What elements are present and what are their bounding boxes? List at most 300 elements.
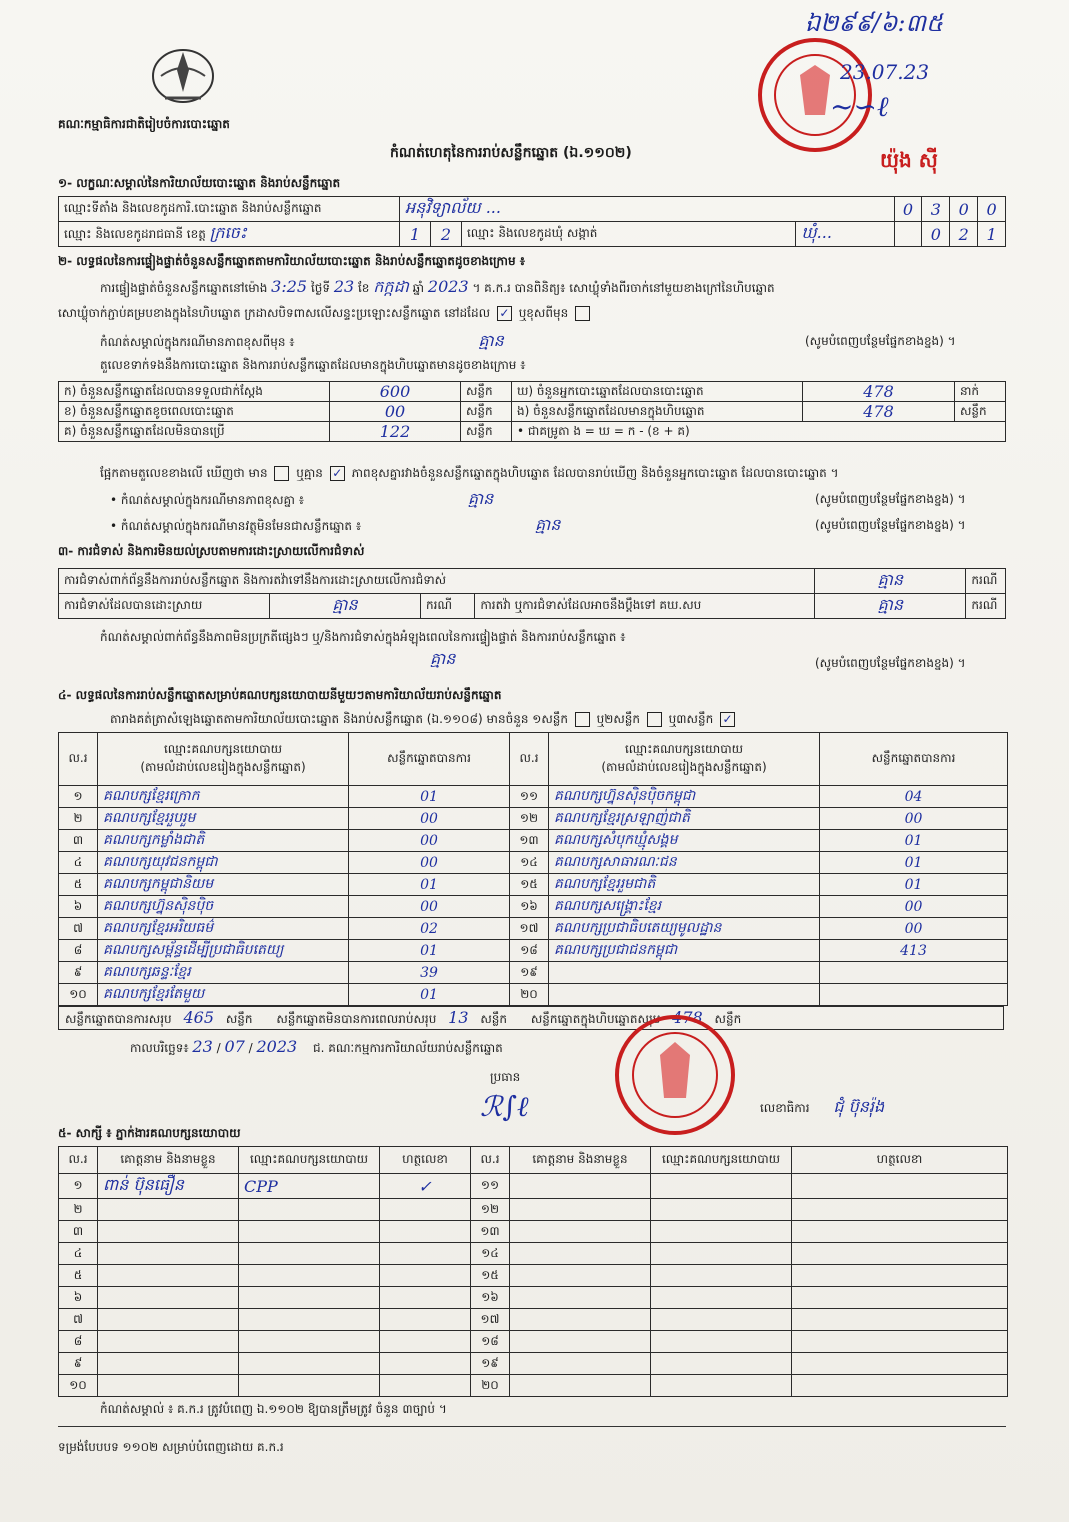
result-no: ១៩ bbox=[510, 962, 549, 984]
objection-note-label: កំណត់សម្គាល់ពាក់ព័ន្ធនឹងភាពមិនប្រក្រតីផ្សេងៗ ឬ/និងការជំទាស់ក្នុងអំឡុងពេលនៃការផ្ទៀងផ្ទាត់ និងការរាប់សន្លឹកឆ្នោត ៖ bbox=[100, 630, 626, 644]
compare-rest: ភាពខុសគ្នារវាងចំនួនសន្លឹកឆ្នោតក្នុងហិបឆ្នោត ដែលបានរាប់ឃើញ និងចំនួនអ្នកបោះឆ្នោត ដែលបានបោះឆ្នោត ។ bbox=[351, 466, 839, 480]
fig-value-a: 600 bbox=[330, 382, 461, 402]
fig-label-a: ក) ចំនួនសន្លឹកឆ្នោតដែលបានទទួលជាក់ស្តែង bbox=[59, 382, 330, 402]
witness-sign bbox=[380, 1353, 471, 1375]
commune-digit-1: 0 bbox=[922, 222, 950, 247]
tally-2-checkbox[interactable] bbox=[647, 712, 662, 727]
results-col-party-right bbox=[549, 733, 820, 786]
result-no: ៤ bbox=[59, 852, 98, 874]
total-valid-label: សន្លឹកឆ្នោតបានការសរុប bbox=[65, 1012, 172, 1026]
result-no: ២ bbox=[59, 808, 98, 830]
diff-note-hint: (សូមបំពេញបន្ថែមផ្នែកខាងខ្នង) ។ bbox=[805, 334, 956, 348]
compare-or: ឬគ្មាន bbox=[296, 466, 323, 480]
fig-label-b: ខ) ចំនួនសន្លឹកឆ្នោតខូចពេលបោះឆ្នោត bbox=[59, 402, 330, 422]
form-reference: ទម្រង់បែបបទ ១១០២ សម្រាប់បំពេញដោយ គ.ក.រ bbox=[58, 1440, 284, 1454]
result-party-name: គណបក្សសាធារណៈជន bbox=[549, 852, 820, 874]
tally-2-label: ឬ២សន្លឹក bbox=[596, 712, 641, 726]
witness-sign bbox=[380, 1199, 471, 1221]
table-row bbox=[59, 1353, 1008, 1375]
witness-name bbox=[510, 1287, 651, 1309]
stamp-date: 23.07.23 bbox=[840, 60, 930, 84]
result-no: ១៦ bbox=[510, 896, 549, 918]
or-diff-label: ឬខុសពីមុន bbox=[518, 306, 569, 320]
witness-no: ៣ bbox=[59, 1221, 98, 1243]
total-box-unit: សន្លឹក bbox=[714, 1012, 742, 1026]
bullet1-value: គ្មាន bbox=[467, 489, 494, 508]
fig-value-e: 478 bbox=[803, 402, 955, 422]
table-row bbox=[59, 896, 1008, 918]
witness-name bbox=[510, 1331, 651, 1353]
witness-sign bbox=[792, 1287, 1008, 1309]
result-party-name: គណបក្សសំបុកឃ្មុំសង្គម bbox=[549, 830, 820, 852]
witness-no: ១២ bbox=[471, 1199, 510, 1221]
witness-no: ១៧ bbox=[471, 1309, 510, 1331]
fig-label-d: ឃ) ចំនួនអ្នកបោះឆ្នោតដែលបានបោះឆ្នោត bbox=[512, 382, 803, 402]
location-label: ឈ្មោះទីតាំង និងលេខកូដការិ.បោះឆ្នោត និងរាប់សន្លឹកឆ្នោត bbox=[59, 197, 400, 222]
witness-name: ពាន់ ប៊ុនធឿន bbox=[98, 1174, 239, 1199]
objection-label-3: ការតវ៉ា ឬការជំទាស់ដែលអាចនឹងប្តឹងទៅ គឃ.សប bbox=[475, 594, 815, 619]
witness-name bbox=[510, 1375, 651, 1397]
result-party-name: គណបក្សខ្មែរស្រឡាញ់ជាតិ bbox=[549, 808, 820, 830]
result-votes: 00 bbox=[820, 808, 1008, 830]
result-no: ១ bbox=[59, 786, 98, 808]
fig-value-b: 00 bbox=[330, 402, 461, 422]
witness-name bbox=[510, 1221, 651, 1243]
result-party-name: គណបក្សហ្វ៊ុនស៊ិនប៉ិចកម្ពុជា bbox=[549, 786, 820, 808]
witness-sign bbox=[792, 1174, 1008, 1199]
witness-no: ៥ bbox=[59, 1265, 98, 1287]
witness-no: ១៣ bbox=[471, 1221, 510, 1243]
results-col-party-left-sub: (តាមលំដាប់លេខរៀងក្នុងសន្លឹកឆ្នោត) bbox=[140, 760, 306, 774]
diff-checkbox[interactable] bbox=[575, 306, 590, 321]
result-votes: 01 bbox=[349, 874, 510, 896]
figures-table bbox=[58, 381, 1006, 442]
year-label: ឆ្នាំ bbox=[412, 281, 425, 295]
section2-heading: ២- លទ្ធផលនៃការផ្ទៀងផ្ទាត់ចំនួនសន្លឹកឆ្នោតតាមការិយាល័យបោះឆ្នោត និងរាប់សន្លឹកឆ្នោតដូចខាងក្រោម ៖ bbox=[58, 254, 526, 268]
has-diff-checkbox[interactable] bbox=[274, 466, 289, 481]
witness-sign bbox=[380, 1309, 471, 1331]
result-party-name: គណបក្សខ្មែរក្រោក bbox=[98, 786, 349, 808]
objection-value-3: គ្មាន bbox=[815, 594, 966, 619]
witness-name bbox=[98, 1265, 239, 1287]
witness-name bbox=[98, 1199, 239, 1221]
commune-value: ឃុំ... bbox=[796, 222, 894, 247]
fig-unit-a: សន្លឹក bbox=[461, 382, 512, 402]
result-votes: 04 bbox=[820, 786, 1008, 808]
witness-no: ១៩ bbox=[471, 1353, 510, 1375]
result-no: ១៧ bbox=[510, 918, 549, 940]
table-row bbox=[59, 984, 1008, 1006]
witness-col-sign-right: ហត្ថលេខា bbox=[792, 1147, 1008, 1174]
signature-top: ~∽ℓ bbox=[830, 90, 889, 123]
bullet1-label: • កំណត់សម្គាល់ក្នុងករណីមានភាពខុសគ្នា ៖ bbox=[110, 493, 305, 507]
witness-no: ៦ bbox=[59, 1287, 98, 1309]
witness-party bbox=[651, 1309, 792, 1331]
result-party-name: គណបក្សសង្គ្រោះខ្មែរ bbox=[549, 896, 820, 918]
diff-note-line bbox=[100, 331, 504, 350]
code-digit-4: 0 bbox=[978, 197, 1006, 222]
fig-unit-d: នាក់ bbox=[955, 382, 1006, 402]
same-checkbox[interactable]: ✓ bbox=[497, 306, 512, 321]
witness-name bbox=[98, 1221, 239, 1243]
tally-line bbox=[110, 712, 738, 727]
witness-party bbox=[239, 1353, 380, 1375]
verify-line-2 bbox=[58, 306, 593, 321]
bullet2-line bbox=[110, 515, 561, 534]
result-party-name: គណបក្សខ្មែររួបរួម bbox=[98, 808, 349, 830]
objection-case-3: ករណី bbox=[966, 594, 1006, 619]
bullet2-label: • កំណត់សម្គាល់ក្នុងករណីមានវត្ថុមិនមែនជាសន្លឹកឆ្នោត ៖ bbox=[110, 519, 362, 533]
witness-sign bbox=[380, 1287, 471, 1309]
tally-3-label: ឬ៣សន្លឹក bbox=[668, 712, 714, 726]
total-invalid-label: សន្លឹកឆ្នោតមិនបានការពេលរាប់សរុប bbox=[276, 1012, 437, 1026]
result-party-name: គណបក្សហ្វ៊ុនស៊ិនប៉ិច bbox=[98, 896, 349, 918]
table-row bbox=[59, 1287, 1008, 1309]
witness-party bbox=[651, 1287, 792, 1309]
code-digit-1: 0 bbox=[894, 197, 922, 222]
objections-table bbox=[58, 568, 1006, 619]
verify-line-1 bbox=[100, 277, 775, 296]
table-row bbox=[59, 1265, 1008, 1287]
witness-party bbox=[651, 1265, 792, 1287]
fig-unit-b: សន្លឹក bbox=[461, 402, 512, 422]
chair-signature: ℛ∫ℓ bbox=[480, 1090, 529, 1123]
province-value: ក្រចេះ bbox=[209, 223, 247, 242]
results-col-no-right: ល.រ bbox=[510, 733, 549, 786]
witness-name bbox=[510, 1243, 651, 1265]
result-no: ៥ bbox=[59, 874, 98, 896]
witness-name bbox=[98, 1309, 239, 1331]
results-col-no-left: ល.រ bbox=[59, 733, 98, 786]
table-row bbox=[59, 874, 1008, 896]
year-value: 2023 bbox=[427, 277, 469, 296]
result-party-name: គណបក្សខ្មែររួមជាតិ bbox=[549, 874, 820, 896]
witness-party bbox=[239, 1287, 380, 1309]
date-line: កាលបរិច្ឆេទ៖ 23 / 07 / 2023 ជ. គណៈកម្មការការិយាល័យរាប់សន្លឹកឆ្នោត bbox=[130, 1037, 503, 1056]
results-col-party-right-sub: (តាមលំដាប់លេខរៀងក្នុងសន្លឹកឆ្នោត) bbox=[601, 760, 767, 774]
table-row bbox=[59, 786, 1008, 808]
total-box-value: 478 bbox=[672, 1008, 703, 1027]
result-votes: 02 bbox=[349, 918, 510, 940]
witness-sign bbox=[792, 1375, 1008, 1397]
witness-col-name-right: គោត្តនាម និងនាមខ្លួន bbox=[510, 1147, 651, 1174]
committee-stamp-icon bbox=[600, 1010, 750, 1140]
witness-sign bbox=[380, 1243, 471, 1265]
result-no: ១៣ bbox=[510, 830, 549, 852]
footer-note: កំណត់សម្គាល់ ៖ គ.ក.រ ត្រូវបំពេញ ឯ.១១០២ ឱ្យបានត្រឹមត្រូវ ចំនួន ៣ច្បាប់ ។ bbox=[100, 1402, 447, 1416]
result-votes: 00 bbox=[349, 896, 510, 918]
table-row bbox=[59, 940, 1008, 962]
objection-label-2: ការជំទាស់ដែលបានដោះស្រាយ bbox=[59, 594, 270, 619]
province-digit-2: 2 bbox=[431, 222, 462, 247]
day-label: ថ្ងៃទី bbox=[310, 281, 330, 295]
total-valid-value: 465 bbox=[183, 1008, 215, 1027]
section1-heading: ១- លក្ខណៈសម្គាល់នៃការិយាល័យបោះឆ្នោត និងរាប់សន្លឹកឆ្នោត bbox=[58, 176, 341, 190]
result-party-name: គណបក្សសម្ព័ន្ធដើម្បីប្រជាធិបតេយ្យ bbox=[98, 940, 349, 962]
tally-1-checkbox[interactable] bbox=[575, 712, 590, 727]
result-votes: 01 bbox=[349, 940, 510, 962]
section3-heading: ៣- ការជំទាស់ និងការមិនយល់ស្របតាមការដោះស្រាយលើការជំទាស់ bbox=[58, 544, 365, 558]
witness-party: CPP bbox=[239, 1174, 380, 1199]
witness-sign bbox=[792, 1265, 1008, 1287]
witness-name bbox=[98, 1375, 239, 1397]
witness-party bbox=[651, 1199, 792, 1221]
result-party-name bbox=[549, 984, 820, 1006]
time-value: 3:25 bbox=[271, 277, 308, 296]
commune-digit-3: 1 bbox=[978, 222, 1006, 247]
code-digit-3: 0 bbox=[950, 197, 978, 222]
witness-party bbox=[239, 1243, 380, 1265]
result-votes: 413 bbox=[820, 940, 1008, 962]
province-label-cell bbox=[59, 222, 400, 247]
witness-no: ១១ bbox=[471, 1174, 510, 1199]
fig-unit-c: សន្លឹក bbox=[461, 422, 512, 442]
result-party-name: គណបក្សកម្លាំងជាតិ bbox=[98, 830, 349, 852]
witness-sign bbox=[792, 1199, 1008, 1221]
witness-party bbox=[651, 1375, 792, 1397]
diff-note-label: កំណត់សម្គាល់ក្នុងករណីមានភាពខុសពីមុន ៖ bbox=[100, 335, 295, 349]
witness-no: ១៤ bbox=[471, 1243, 510, 1265]
fig-unit-e: សន្លឹក bbox=[955, 402, 1006, 422]
result-no: ៩ bbox=[59, 962, 98, 984]
page-title: កំណត់ហេតុនៃការរាប់សន្លឹកឆ្នោត (ឯ.១១០២) bbox=[390, 145, 632, 161]
result-party-name: គណបក្សខ្មែរតែមួយ bbox=[98, 984, 349, 1006]
no-diff-checkbox[interactable]: ✓ bbox=[330, 466, 345, 481]
stamp-name: យ៉ុង ស៊ី bbox=[880, 148, 938, 172]
month-value: កក្កដា bbox=[373, 277, 409, 296]
bullet2-value: គ្មាន bbox=[534, 515, 561, 534]
totals-line bbox=[58, 1006, 1004, 1030]
objection-value-2: គ្មាន bbox=[270, 594, 421, 619]
witness-party bbox=[239, 1331, 380, 1353]
witness-sign: ✓ bbox=[380, 1174, 471, 1199]
result-votes bbox=[820, 962, 1008, 984]
witness-no: ១៥ bbox=[471, 1265, 510, 1287]
result-no: ៧ bbox=[59, 918, 98, 940]
fig-formula: • ជាគម្រូតា ង = ឃ = ក - (ខ + គ) bbox=[512, 422, 1006, 442]
witness-party bbox=[239, 1265, 380, 1287]
witness-col-name-left: គោត្តនាម និងនាមខ្លួន bbox=[98, 1147, 239, 1174]
commune-digit-empty bbox=[894, 222, 922, 247]
result-no: ១១ bbox=[510, 786, 549, 808]
result-no: ១៥ bbox=[510, 874, 549, 896]
witness-name bbox=[510, 1174, 651, 1199]
date-label: កាលបរិច្ឆេទ៖ bbox=[130, 1041, 189, 1055]
objection-label-1: ការជំទាស់ពាក់ព័ន្ធនឹងការរាប់សន្លឹកឆ្នោត និងការតវ៉ាទៅនឹងការដោះស្រាយលើការជំទាស់ bbox=[59, 569, 815, 594]
witness-no: ១ bbox=[59, 1174, 98, 1199]
result-party-name: គណបក្សខ្មែរអរិយធម៌ bbox=[98, 918, 349, 940]
results-col-votes-left: សន្លឹកឆ្នោតបានការ bbox=[349, 733, 510, 786]
org-name: គណៈកម្មាធិការជាតិរៀបចំការបោះឆ្នោត bbox=[58, 117, 230, 131]
secretary-name: ជុំ ប៊ុនរ៉ុង bbox=[833, 1097, 885, 1116]
fig-value-d: 478 bbox=[803, 382, 955, 402]
total-box-label: សន្លឹកឆ្នោតក្នុងហិបឆ្នោតសរុប bbox=[530, 1012, 661, 1026]
result-no: ៣ bbox=[59, 830, 98, 852]
secretary-label: លេខាធិការ bbox=[760, 1101, 810, 1115]
witness-col-party-left: ឈ្មោះគណបក្សនយោបាយ bbox=[239, 1147, 380, 1174]
table-row bbox=[59, 1221, 1008, 1243]
compare-line bbox=[100, 466, 839, 481]
witness-no: ៤ bbox=[59, 1243, 98, 1265]
objection-case-2: ករណី bbox=[421, 594, 475, 619]
witness-col-party-right: ឈ្មោះគណបក្សនយោបាយ bbox=[651, 1147, 792, 1174]
result-party-name: គណបក្សប្រជាជនកម្ពុជា bbox=[549, 940, 820, 962]
commune-label: ឈ្មោះ និងលេខកូដឃុំ សង្កាត់ bbox=[462, 222, 796, 247]
province-label: ឈ្មោះ និងលេខកូដរាជធានី ខេត្ត bbox=[64, 227, 206, 241]
section1-table bbox=[58, 196, 1006, 247]
witness-table bbox=[58, 1146, 1008, 1397]
result-votes: 00 bbox=[349, 808, 510, 830]
fig-value-c: 122 bbox=[330, 422, 461, 442]
result-no: ៨ bbox=[59, 940, 98, 962]
footer-divider bbox=[58, 1426, 1006, 1427]
table-row bbox=[59, 830, 1008, 852]
fig-label-e: ង) ចំនួនសន្លឹកឆ្នោតដែលមានក្នុងហិបឆ្នោត bbox=[512, 402, 803, 422]
witness-name bbox=[510, 1265, 651, 1287]
results-col-votes-right: សន្លឹកឆ្នោតបានការ bbox=[820, 733, 1008, 786]
result-votes: 01 bbox=[820, 874, 1008, 896]
total-invalid-unit: សន្លឹក bbox=[480, 1012, 507, 1026]
date-year: 2023 bbox=[256, 1037, 298, 1056]
witness-party bbox=[239, 1375, 380, 1397]
witness-no: ៧ bbox=[59, 1309, 98, 1331]
result-party-name: គណបក្សឆន្ទៈខ្មែរ bbox=[98, 962, 349, 984]
witness-sign bbox=[380, 1221, 471, 1243]
witness-col-no-right: ល.រ bbox=[471, 1147, 510, 1174]
witness-name bbox=[98, 1331, 239, 1353]
result-votes: 01 bbox=[820, 830, 1008, 852]
result-no: ១៤ bbox=[510, 852, 549, 874]
objection-note-value: គ្មាន bbox=[430, 649, 456, 668]
chair-label: ប្រធាន bbox=[490, 1070, 521, 1084]
objection-value-1: គ្មាន bbox=[815, 569, 966, 594]
result-no: ១៨ bbox=[510, 940, 549, 962]
result-party-name: គណបក្សយុវជនកម្ពុជា bbox=[98, 852, 349, 874]
result-votes: 39 bbox=[349, 962, 510, 984]
witness-sign bbox=[792, 1331, 1008, 1353]
result-votes: 00 bbox=[349, 830, 510, 852]
witness-party bbox=[651, 1331, 792, 1353]
witness-no: ២០ bbox=[471, 1375, 510, 1397]
result-no: ១០ bbox=[59, 984, 98, 1006]
witness-name bbox=[510, 1199, 651, 1221]
result-no: ៦ bbox=[59, 896, 98, 918]
table-row bbox=[59, 1243, 1008, 1265]
table-row bbox=[59, 1331, 1008, 1353]
table-row bbox=[59, 918, 1008, 940]
section4-heading: ៤- លទ្ធផលនៃការរាប់សន្លឹកឆ្នោតសម្រាប់គណបក្សនយោបាយនីមួយៗតាមការិយាល័យរាប់សន្លឹកឆ្នោត bbox=[58, 688, 502, 702]
witness-party bbox=[239, 1309, 380, 1331]
witness-sign bbox=[380, 1265, 471, 1287]
result-party-name: គណបក្សកម្ពុជានិយម bbox=[98, 874, 349, 896]
witness-name bbox=[98, 1353, 239, 1375]
table-row bbox=[59, 1174, 1008, 1199]
witness-col-no-left: ល.រ bbox=[59, 1147, 98, 1174]
witness-sign bbox=[792, 1309, 1008, 1331]
figures-intro: តួលេខទាក់ទងនឹងការបោះឆ្នោត និងការរាប់សន្លឹកឆ្នោតដែលមានក្នុងហិបឆ្នោតមានដូចខាងក្រោម ៖ bbox=[100, 358, 526, 372]
witness-name bbox=[98, 1287, 239, 1309]
witness-party bbox=[651, 1221, 792, 1243]
bullet1-line bbox=[110, 489, 494, 508]
table-row bbox=[59, 808, 1008, 830]
month-label: ខែ bbox=[358, 281, 370, 295]
tally-text: តារាងគត់ត្រាសំឡេងឆ្នោតតាមការិយាល័យបោះឆ្នោត និងរាប់សន្លឹកឆ្នោត (ឯ.១១០៨) មានចំនួន ១សន្លឹក bbox=[110, 712, 568, 726]
witness-party bbox=[651, 1243, 792, 1265]
witness-party bbox=[239, 1221, 380, 1243]
witness-no: ៨ bbox=[59, 1331, 98, 1353]
diff-note-value: គ្មាន bbox=[478, 331, 504, 350]
table-row bbox=[59, 1309, 1008, 1331]
witness-party bbox=[651, 1353, 792, 1375]
witness-name bbox=[98, 1243, 239, 1265]
time-label: ការផ្ទៀងផ្ទាត់ចំនួនសន្លឹកឆ្នោតនៅម៉ោង bbox=[100, 281, 268, 295]
result-votes bbox=[820, 984, 1008, 1006]
result-votes: 01 bbox=[349, 984, 510, 1006]
witness-sign bbox=[380, 1375, 471, 1397]
fig-label-c: គ) ចំនួនសន្លឹកឆ្នោតដែលមិនបានប្រើ bbox=[59, 422, 330, 442]
witness-no: ១០ bbox=[59, 1375, 98, 1397]
witness-sign bbox=[792, 1221, 1008, 1243]
code-digit-2: 3 bbox=[922, 197, 950, 222]
result-no: ១២ bbox=[510, 808, 549, 830]
bullet1-hint: (សូមបំពេញបន្ថែមផ្នែកខាងខ្នង) ។ bbox=[815, 492, 966, 506]
result-votes: 00 bbox=[820, 918, 1008, 940]
objection-case-1: ករណី bbox=[966, 569, 1006, 594]
witness-name bbox=[510, 1353, 651, 1375]
table-row bbox=[59, 1199, 1008, 1221]
verify-rest: ។ គ.ក.រ បានពិនិត្យ៖ សោឃ្លុំទាំងពីរចាក់នៅមួយខាងក្រៅនៃហិបឆ្នោត bbox=[472, 281, 775, 295]
witness-party bbox=[239, 1199, 380, 1221]
compare-text: ផ្អែកតាមតួលេខខាងលើ ឃើញថា មាន bbox=[100, 466, 268, 480]
witness-no: ១៦ bbox=[471, 1287, 510, 1309]
result-party-name: គណបក្សប្រជាធិបតេយ្យមូលដ្ឋាន bbox=[549, 918, 820, 940]
location-value: អនុវិទ្យាល័យ ... bbox=[400, 197, 895, 222]
table-row bbox=[59, 852, 1008, 874]
results-table bbox=[58, 732, 1008, 1006]
province-digit-1: 1 bbox=[400, 222, 431, 247]
objection-note-hint: (សូមបំពេញបន្ថែមផ្នែកខាងខ្នង) ។ bbox=[815, 656, 966, 670]
results-col-party-left-title: ឈ្មោះគណបក្សនយោបាយ bbox=[163, 742, 283, 756]
date-month: 07 bbox=[224, 1037, 245, 1056]
witness-party bbox=[651, 1174, 792, 1199]
witness-no: ៩ bbox=[59, 1353, 98, 1375]
witness-no: ១៨ bbox=[471, 1331, 510, 1353]
witness-col-sign-left: ហត្ថលេខា bbox=[380, 1147, 471, 1174]
results-col-party-left bbox=[98, 733, 349, 786]
result-no: ២០ bbox=[510, 984, 549, 1006]
witness-name bbox=[510, 1309, 651, 1331]
result-votes: 00 bbox=[820, 896, 1008, 918]
day-value: 23 bbox=[333, 277, 355, 296]
results-col-party-right-title: ឈ្មោះគណបក្សនយោបាយ bbox=[624, 742, 744, 756]
result-votes: 00 bbox=[349, 852, 510, 874]
commune-digit-2: 2 bbox=[950, 222, 978, 247]
date-day: 23 bbox=[192, 1037, 213, 1056]
result-votes: 01 bbox=[349, 786, 510, 808]
total-invalid-value: 13 bbox=[448, 1008, 469, 1027]
total-valid-unit: សន្លឹក bbox=[225, 1012, 253, 1026]
witness-sign bbox=[792, 1243, 1008, 1265]
witness-sign bbox=[792, 1353, 1008, 1375]
result-votes: 01 bbox=[820, 852, 1008, 874]
section5-heading: ៥- សាក្សី ៖ ភ្នាក់ងារគណបក្សនយោបាយ bbox=[58, 1126, 241, 1140]
tally-3-checkbox[interactable]: ✓ bbox=[720, 712, 735, 727]
emblem-icon bbox=[143, 40, 223, 110]
result-party-name bbox=[549, 962, 820, 984]
table-row bbox=[59, 1375, 1008, 1397]
table-row bbox=[59, 962, 1008, 984]
bullet2-hint: (សូមបំពេញបន្ថែមផ្នែកខាងខ្នង) ។ bbox=[815, 518, 966, 532]
